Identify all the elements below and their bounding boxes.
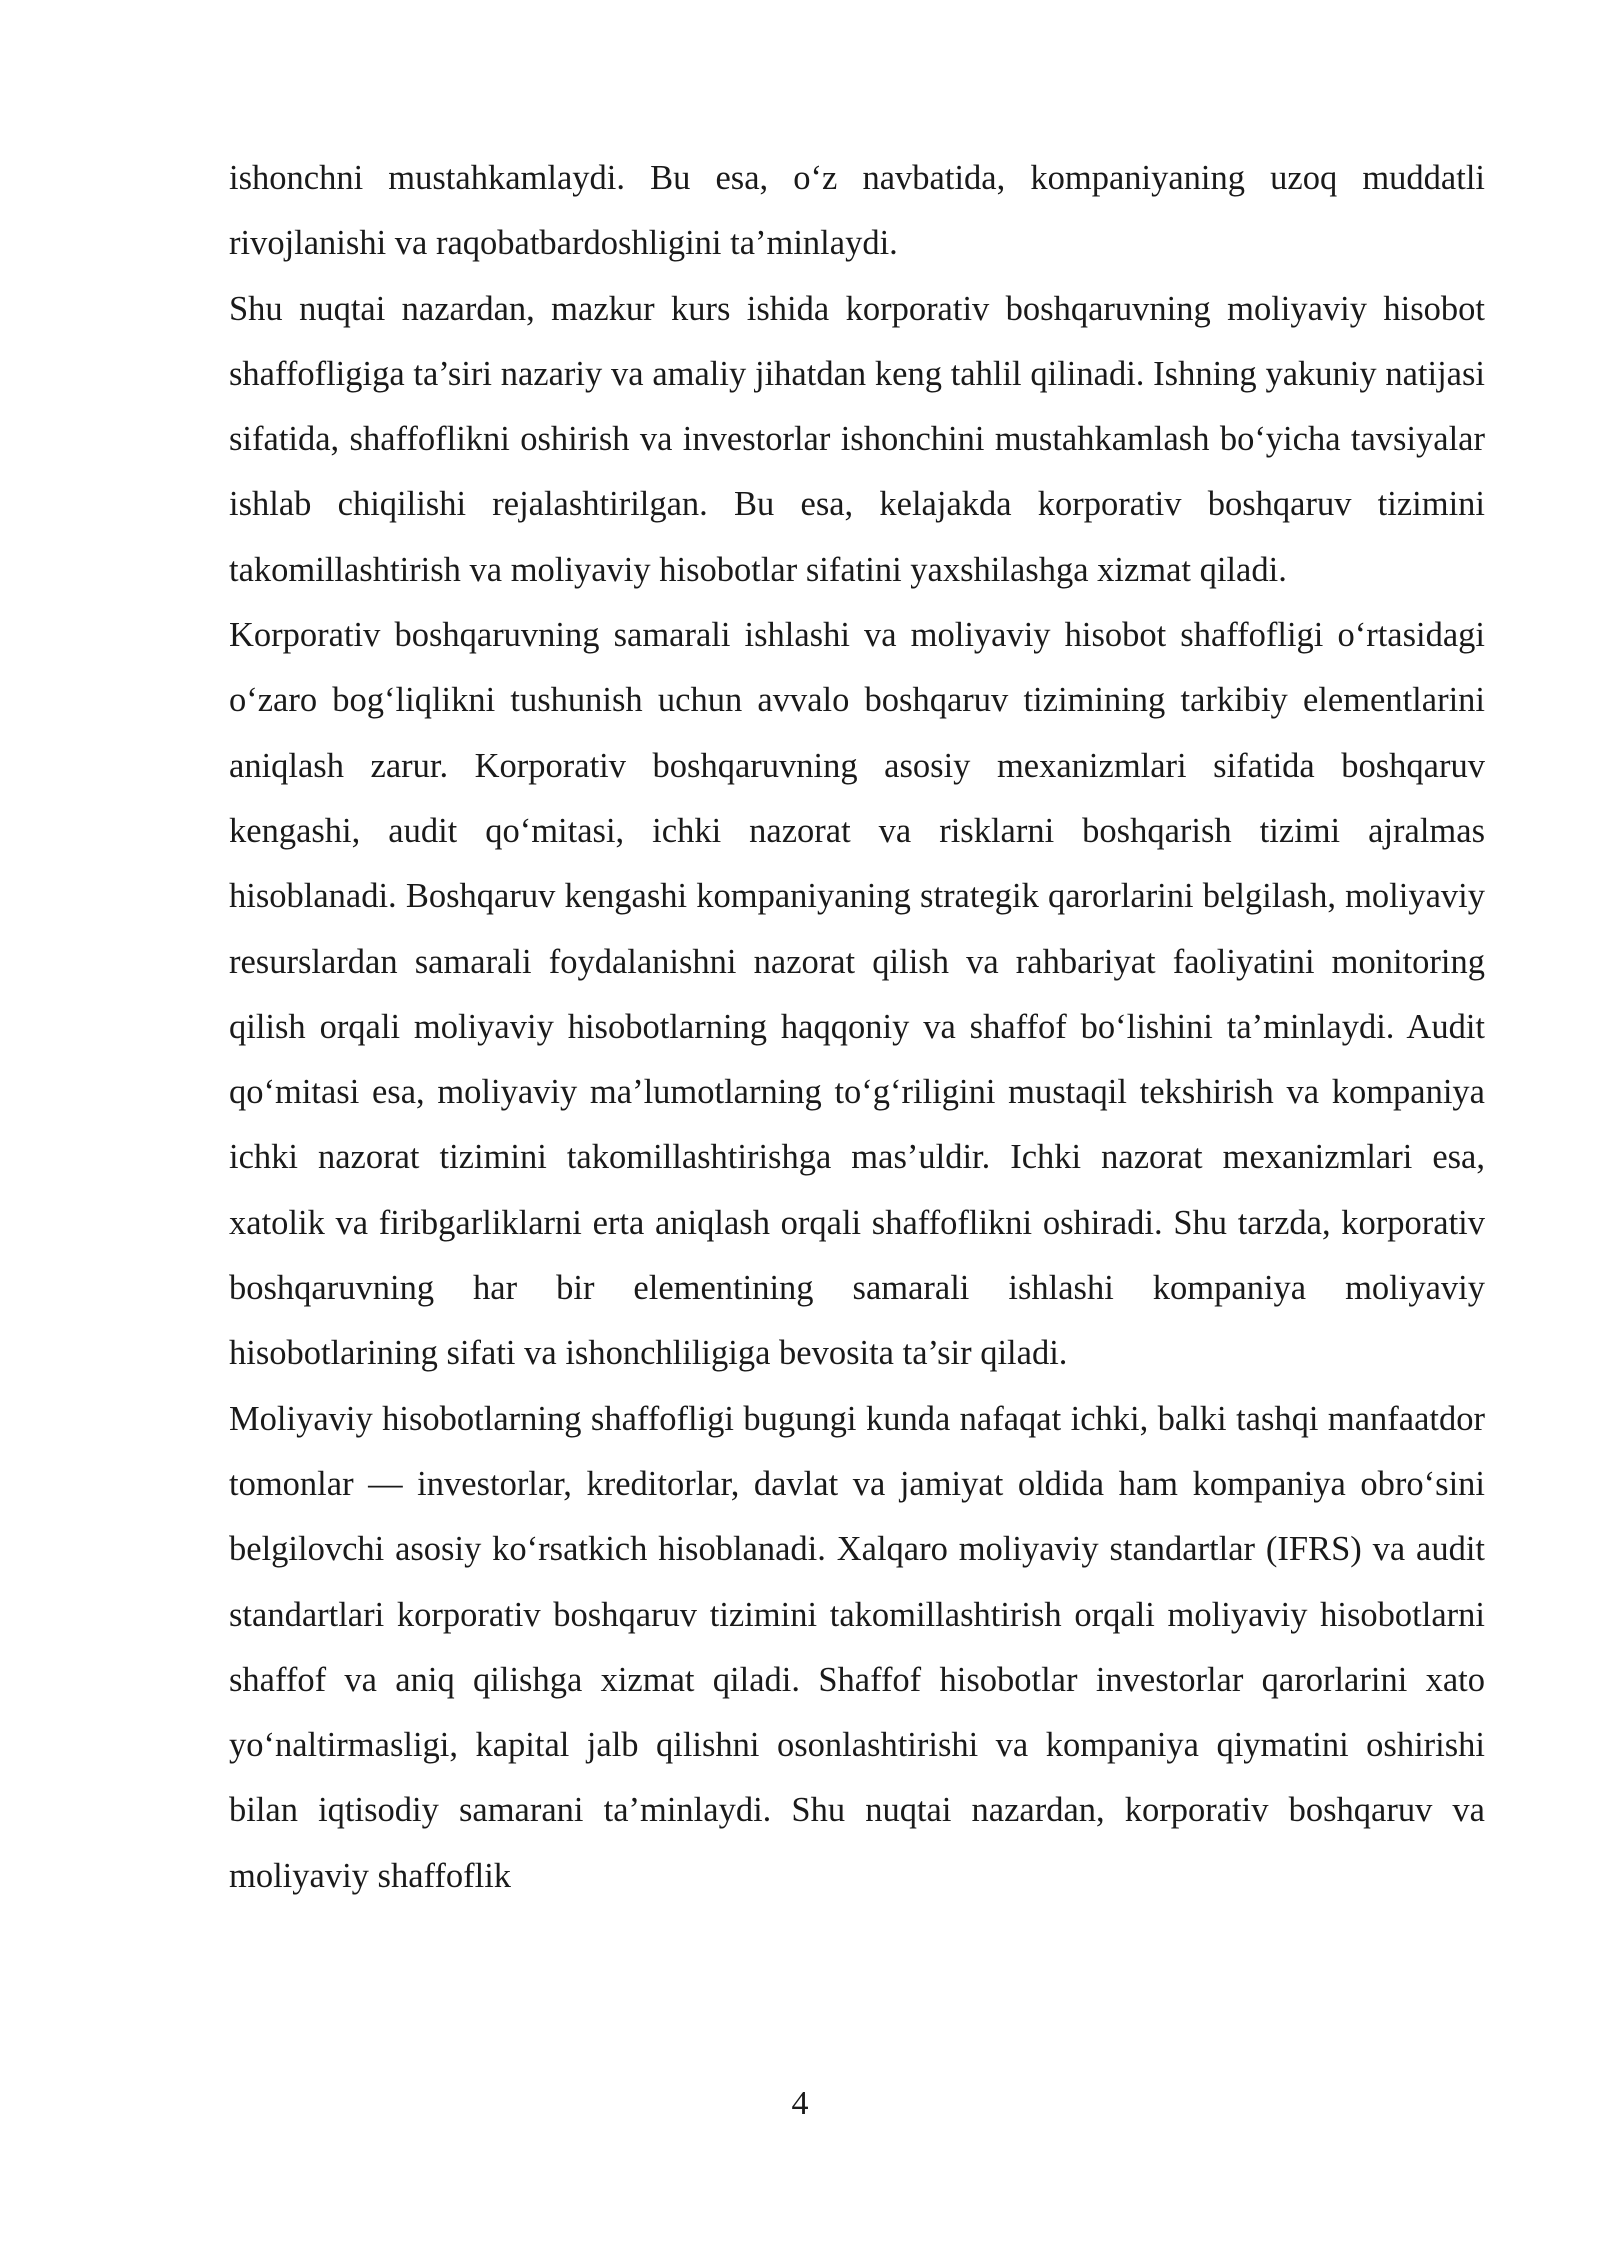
document-body — [229, 146, 1485, 1909]
page-number: 4 — [791, 2085, 809, 2122]
paragraph-4: Moliyaviy hisobotlarning shaffofligi bugungi kunda nafaqat ichki, balki tashqi manfaatdor tomonlar — investorlar, kreditorlar, davlat va jamiyat oldida ham kompaniya obro‘sini belgilovchi asosiy ko‘rsatkich hisoblanadi. Xalqaro moliyaviy standartlar (IFRS) va audit standartlari korporativ boshqaruv tizimini takomillashtirish orqali moliyaviy hisobotlarni shaffof va aniq qilishga xizmat qiladi. Shaffof hisobotlar investorlar qarorlarini xato yo‘naltirmasligi, kapital jalb qilishni osonlashtirishi va kompaniya qiymatini oshirishi bilan iqtisodiy samarani ta’minlaydi. Shu nuqtai nazardan, korporativ boshqaruv va moliyaviy shaffoflik — [229, 1399, 1485, 1895]
paragraph-3: Korporativ boshqaruvning samarali ishlashi va moliyaviy hisobot shaffofligi o‘rtasidagi o‘zaro bog‘liqlikni tushunish uchun avvalo boshqaruv tizimining tarkibiy elementlarini aniqlash zarur. Korporativ boshqaruvning asosiy mexanizmlari sifatida boshqaruv kengashi, audit qo‘mitasi, ichki nazorat va risklarni boshqarish tizimi ajralmas hisoblanadi. Boshqaruv kengashi kompaniyaning strategik qarorlarini belgilash, moliyaviy resurslardan samarali foydalanishni nazorat qilish va rahbariyat faoliyatini monitoring qilish orqali moliyaviy hisobotlarning haqqoniy va shaffof bo‘lishini ta’minlaydi. Audit qo‘mitasi esa, moliyaviy ma’lumotlarning to‘g‘riligini mustaqil tekshirish va kompaniya ichki nazorat tizimini takomillashtirishga mas’uldir. Ichki nazorat mexanizmlari esa, xatolik va firibgarliklarni erta aniqlash orqali shaffoflikni oshiradi. Shu tarzda, korporativ boshqaruvning har bir elementining samarali ishlashi kompaniya moliyaviy hisobotlarining sifati va ishonchliligiga bevosita ta’sir qiladi. — [229, 616, 1485, 1373]
paragraph-2: Shu nuqtai nazardan, mazkur kurs ishida korporativ boshqaruvning moliyaviy hisobot shaffofligiga ta’siri nazariy va amaliy jihatdan keng tahlil qilinadi. Ishning yakuniy natijasi sifatida, shaffoflikni oshirish va investorlar ishonchini mustahkamlash bo‘yicha tavsiyalar ishlab chiqilishi rejalashtirilgan. Bu esa, kelajakda korporativ boshqaruv tizimini takomillashtirish va moliyaviy hisobotlar sifatini yaxshilashga xizmat qiladi. — [229, 289, 1485, 589]
paragraph-1: ishonchni mustahkamlaydi. Bu esa, o‘z navbatida, kompaniyaning uzoq muddatli rivojlanishi va raqobatbardoshligini ta’minlaydi. — [229, 159, 1485, 263]
